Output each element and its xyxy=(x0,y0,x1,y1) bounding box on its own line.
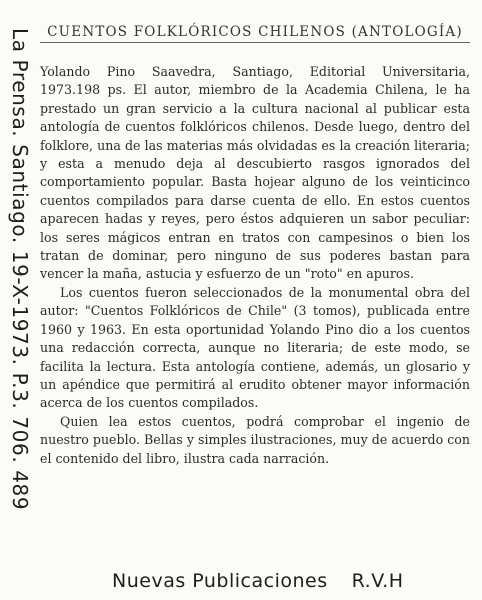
paragraph-1: Yolando Pino Saavedra, Santiago, Editorial Universitaria, 1973.198 ps. El autor, miembro de la Academia Chilena, le ha prestado un gran servicio a la cultura nacional al publicar esta antología de cuentos folklóricos chilenos. Desde luego, dentro del folklore, una de las materias más olvidadas es la creación literaria; y esta a menudo deja al descubierto rasgos ignorados del comportamiento popular. Basta hojear alguno de los veinticinco cuentos compilados para darse cuenta de ello. En estos cuentos aparecen hadas y reyes, pero éstos adquieren un sabor peculiar: los seres mágicos entran en tratos con campesinos o bien los tratan de dominar, pero ninguno de sus poderes bastan para vencer la maña, astucia y esfuerzo de un "roto" en apuros. xyxy=(40,64,470,282)
section-label: Nuevas Publicaciones xyxy=(112,570,328,592)
paragraph-2: Los cuentos fueron seleccionados de la monumental obra del autor: "Cuentos Folklóricos de Chile" (3 tomos), publicada entre 1960 y 1963. En esta oportunidad Yolando Pino dio a los cuentos una redacción correcta, aunque no literaria; de este modo, se facilita la lectura. Esta antología contiene, además, un glosario y un apéndice que permitirá al erudito obtener mayor información acerca de los cuentos compilados. xyxy=(40,284,470,411)
article xyxy=(40,20,470,468)
margin-note-text: La Prensa. Santiago. 19-X-1973. P.3. 706. 489 xyxy=(8,28,32,511)
handwritten-margin-note xyxy=(2,0,36,600)
article-headline: CUENTOS FOLKLÓRICOS CHILENOS (ANTOLOGÍA) xyxy=(40,24,470,43)
paragraph-3: Quien lea estos cuentos, podrá comprobar el ingenio de nuestro pueblo. Bellas y simples ilustraciones, muy de acuerdo con el contenido del libro, ilustra cada narración. xyxy=(40,413,470,466)
author-initials: R.V.H xyxy=(351,570,404,592)
handwritten-signature xyxy=(112,570,472,592)
